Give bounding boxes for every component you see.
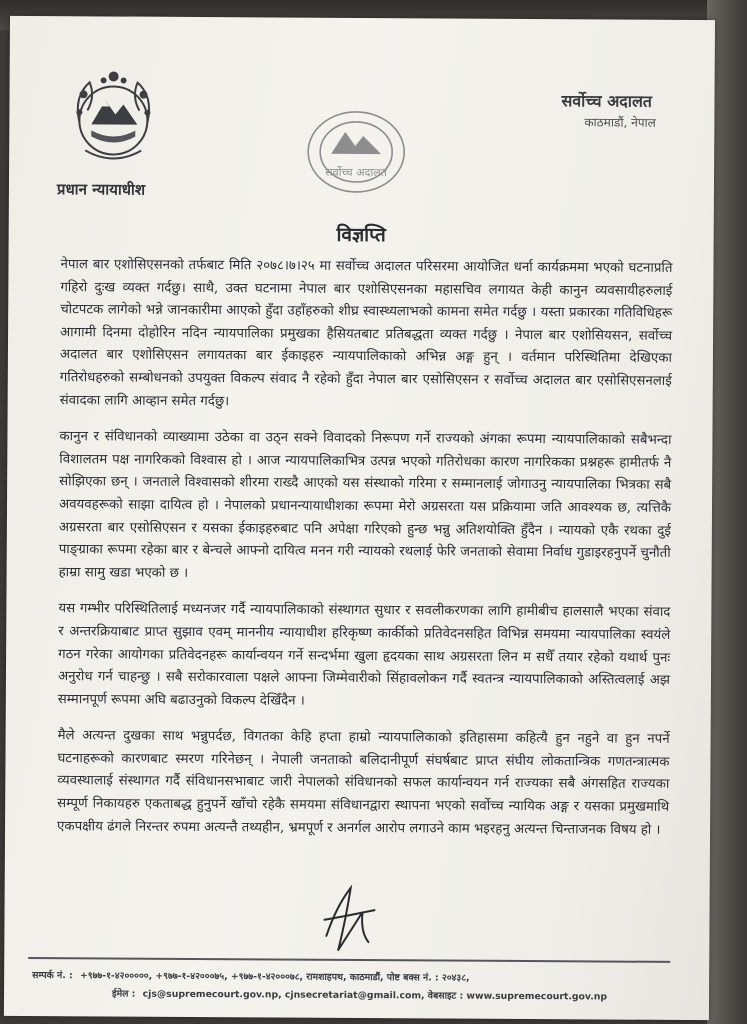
national-emblem-icon [65,66,162,171]
court-location: काठमाडौं, नेपाल [584,115,656,130]
court-seal-icon [301,106,412,199]
paragraph-1: नेपाल बार एशोसिएसनको तर्फबाट मिति २०७८।७।२५ मा सर्वोच्च अदालत परिसरमा आयोजित धर्ना कार्यक्रममा भएको घटनाप्रति गहिरो दुःख व्यक्त गर्दछु। साथै, उक्त घटनामा नेपाल बार एशोसिएसनका महासचिव लगायत केही कानुन व्यवसायीहरुलाई चोटपटक लागेको भन्ने जानकारीमा आएको हुँदा उहाँहरुको शीघ्र स्वास्थ्यलाभको कामना समेत गर्दछु । यस्ता प्रकारका गतिविधिहरू आगामी दिनमा दोहोरिन नदिन न्यायपालिका प्रमुखका हैसियतबाट प्रतिबद्धता व्यक्त गर्दछु । नेपाल बार एशोसियसन, सर्वोच्च अदालत बार एशोसिएसन लगायतका बार ईकाइहरु न्यायपालिकाको अभिन्न अङ्ग हुन् । वर्तमान परिस्थितिमा देखिएका गतिरोधहरुको सम्बोधनको उपयुक्त विकल्प संवाद नै रहेको हुँदा नेपाल बार एसोसिएसन र सर्वोच्च अदालत बार एसोसिएसनलाई संवादका लागि आव्हान समेत गर्दछु। [59,257,673,409]
paragraph-3: यस गम्भीर परिस्थितिलाई मध्यनजर गर्दै न्यायपालिकाको संस्थागत सुधार र सवलीकरणका लागि हामीबीच हालसालै भएका संवाद र अन्तरक्रियाबाट प्राप्त सुझाव एवम् माननीय न्यायाधीश हरिकृष्ण कार्कीको प्रतिवेदनसहित विभिन्न समयमा न्यायपालिका स्वयंले गठन गरेका आयोगका प्रतिवेदनहरू कार्यान्वयन गर्ने सन्दर्भमा खुला हृदयका साथ अग्रसरता लिन म सधैँ तयार रहेको यथार्थ पुनः अनुरोध गर्न चाहन्छु । सबै सरोकारवाला पक्षले आफ्ना जिम्मेवारीको सिंहावलोकन गर्दै स्वतन्त्र न्यायपालिकाको अस्तित्वलाई अझ सम्मानपूर्ण रूपमा अघि बढाउनुको विकल्प देखिँदैन । [57,601,671,709]
footer-email [112,986,747,1003]
court-name: सर्वोच्च अदालत [561,91,653,111]
seal-text: सर्वोच्च अदालत [325,165,388,180]
chief-justice-title: प्रधान न्यायाधीश [56,180,146,199]
contact-label: सम्पर्क नं. : [32,969,73,982]
email-value[interactable]: cjs@supremecourt.gov.np, cjnsecretariat@gmail.com, वेबसाइट : www.supremecourt.gov.np [142,988,608,1003]
notice-body [57,254,673,856]
signature-icon [316,876,386,958]
email-label: ईमेल : [111,988,136,1000]
contact-value: +९७७-१-४२०००००, +९७७-१-४२०००७५, +९७७-१-४२०००७८, रामशाहपथ, काठमाडौं, पोष्ट बक्स नं. : २०४३८, [79,970,470,984]
footer-contact [32,968,692,985]
paragraph-4: मैले अत्यन्त दुखका साथ भन्नुपर्दछ, विगतका केहि हप्ता हाम्रो न्यायपालिकाको इतिहासमा कहित्यै हुन नहुने वा हुन नपर्ने घटनाहरूको कारणबाट स्मरण गरिनेछन् । नेपाली जनताको बलिदानीपूर्ण संघर्षबाट प्राप्त संघीय लोकतान्त्रिक गणतन्त्रात्मक व्यवस्थालाई संस्थागत गर्दै संविधानसभाबाट जारी नेपालको संविधानको सफल कार्यान्वयन गर्न राज्यका सबै अंगसहित राज्यका सम्पूर्ण निकायहरु एकताबद्ध हुनुपर्ने खाँचो रहेकै समयमा संविधानद्वारा स्थापना भएको सर्वोच्च न्यायिक अङ्ग र यसका प्रमुखमाथि एकपक्षीय ढंगले निरन्तर रुपमा अत्यन्तै तथ्यहीन, भ्रमपूर्ण र अनर्गल आरोप लगाउने काम भइरहनु अत्यन्त चिन्ताजनक विषय हो । [57,728,670,838]
document-page [4,16,715,1020]
paragraph-2: कानुन र संविधानको व्याख्यामा उठेका वा उठ्न सक्ने विवादको निरूपण गर्ने राज्यको अंगका रूपमा न्यायपालिकाको सबैभन्दा विशालतम पक्ष नागरिकको विश्वास हो । आज न्यायपालिकाभित्र उत्पन्न भएको गतिरोधका कारण नागरिकका प्रश्नहरू हामीतर्फ नै सोझिएका छन् । जनताले विश्वासको शीरमा राख्दै आएको यस संस्थाको गरिमा र सम्मानलाई जोगाउनु न्यायपालिका भित्रका सबै अवयवहरूको साझा दायित्व हो । नेपालको प्रधानन्यायाधीशका रूपमा मेरो अग्रसरता यस प्रक्रियामा जति आवश्यक छ, त्यत्तिकै अग्रसरता बार एसोसिएसन र यसका ईकाइहरुबाट पनि अपेक्षा गरिएको हुन्छ भन्नु अतिशयोक्ति हुँदैन । न्यायको एकै रथका दुई पाङ्ग्राका रूपमा रहेका बार र बेन्चले आफ्नो दायित्व मनन गरी न्यायको रथलाई फेरि जनताको सेवामा निर्वाध गुडाइरहनुपर्ने चुनौती हाम्रा सामु खडा भएको छ । [58,429,672,581]
notice-heading: विज्ञप्ति [336,223,386,247]
